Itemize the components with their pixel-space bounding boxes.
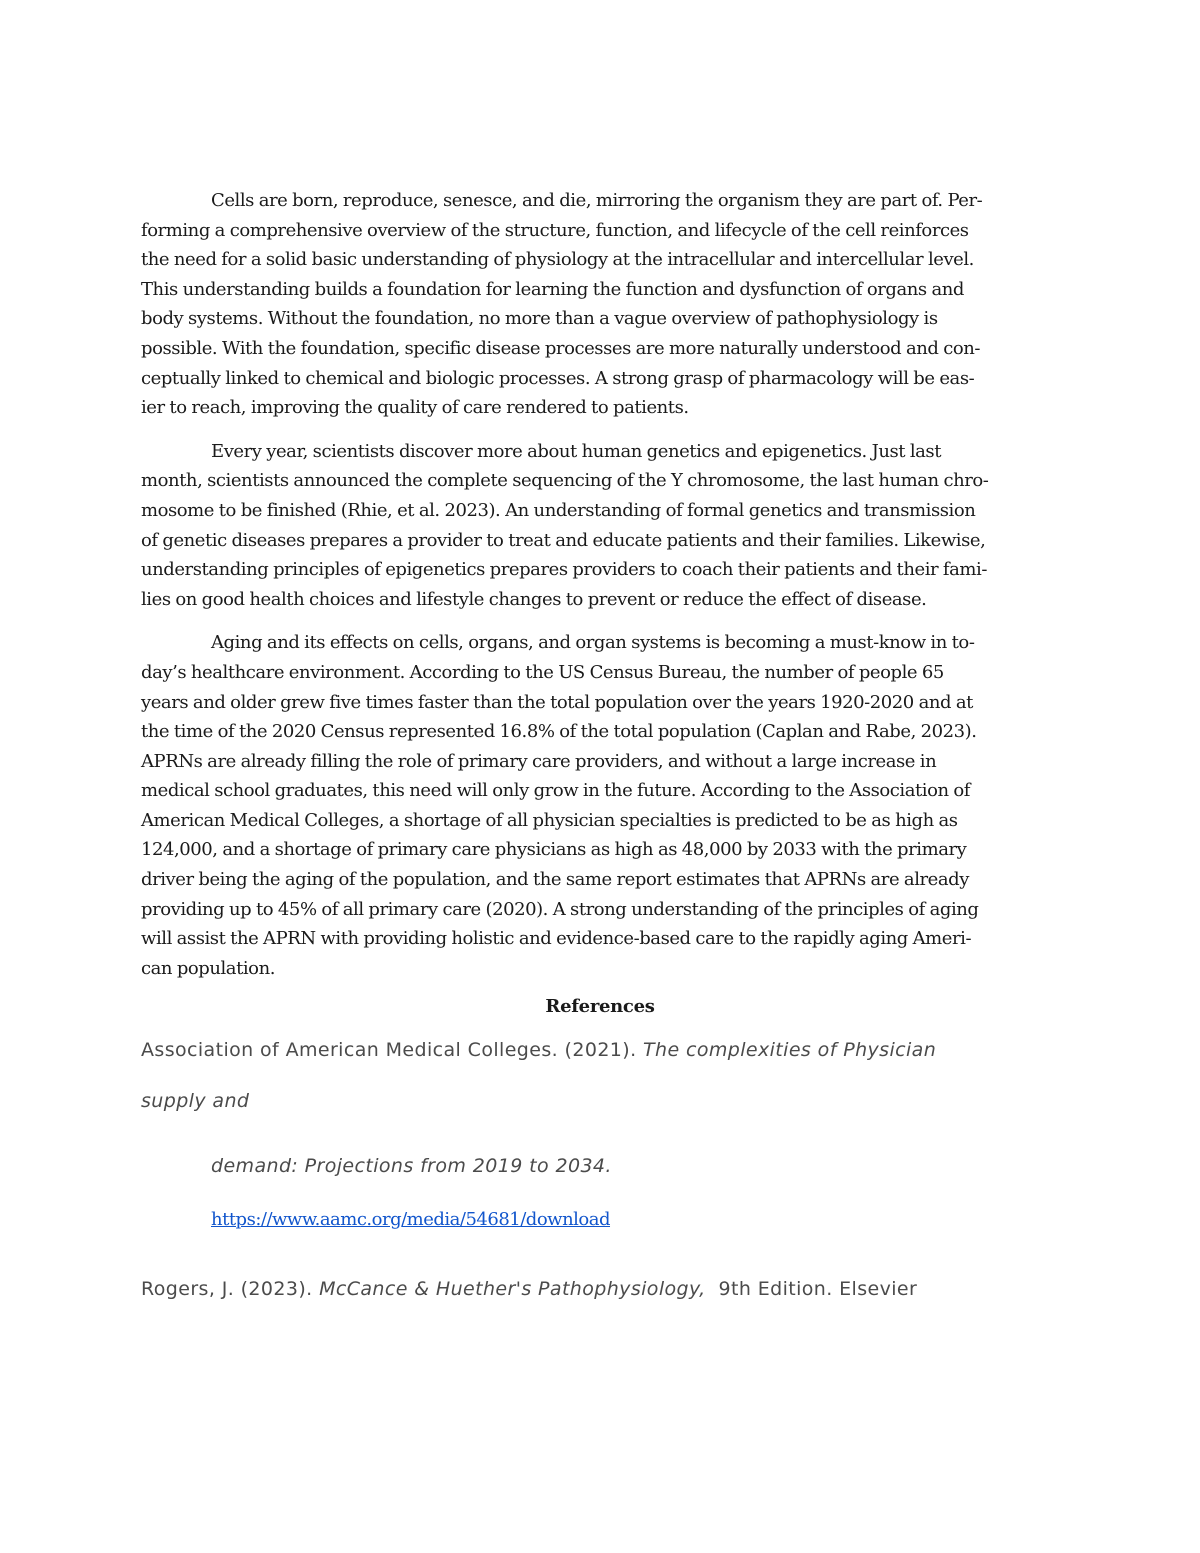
text-line: This understanding builds a foundation for learning the function and dysfunction of organs and: [141, 278, 964, 300]
text-line: can population.: [141, 957, 275, 979]
text-line: Every year, scientists discover more about human genetics and epigenetics. Just last: [211, 440, 942, 462]
text-line: providing up to 45% of all primary care (2020). A strong understanding of the principles of aging: [141, 898, 979, 920]
text-line: day’s healthcare environment. According to the US Census Bureau, the number of people 65: [141, 661, 944, 683]
reference-title: The complexities of Physician: [643, 1039, 937, 1061]
text-line: of genetic diseases prepares a provider to treat and educate patients and their families. Likewise,: [141, 529, 986, 551]
paragraph-aging: [141, 628, 1054, 983]
paragraph-cell-lifecycle: [141, 186, 1054, 423]
reference-author-year: Association of American Medical Colleges. (2021).: [141, 1039, 643, 1061]
references-heading: References: [545, 996, 655, 1017]
text-line: the time of the 2020 Census represented 16.8% of the total population (Caplan and Rabe, 2023).: [141, 721, 977, 743]
text-line: possible. With the foundation, specific disease processes are more naturally understood and con-: [141, 337, 981, 359]
text-line: years and older grew five times faster than the total population over the years 1920-2020 and at: [141, 691, 973, 713]
essay-body: [141, 186, 1054, 997]
text-line: APRNs are already filling the role of primary care providers, and without a large increase in: [141, 750, 937, 772]
reference-title: McCance & Huether's Pathophysiology,: [319, 1278, 706, 1300]
text-line: mosome to be finished (Rhie, et al. 2023). An understanding of formal genetics and transmission: [141, 499, 976, 521]
text-line: Aging and its effects on cells, organs, and organ systems is becoming a must-know in to-: [211, 632, 975, 654]
text-line: understanding principles of epigenetics prepares providers to coach their patients and their fami-: [141, 559, 987, 581]
reference-edition: 9th Edition. Elsevier: [705, 1278, 918, 1300]
text-line: ier to reach, improving the quality of care rendered to patients.: [141, 397, 689, 419]
text-line: American Medical Colleges, a shortage of all physician specialties is predicted to be as high as: [141, 809, 958, 831]
text-line: will assist the APRN with providing holistic and evidence-based care to the rapidly aging Ameri-: [141, 928, 972, 950]
reference-aamc-link[interactable]: https://www.aamc.org/media/54681/download: [211, 1209, 611, 1230]
text-line: the need for a solid basic understanding of physiology at the intracellular and intercellular level.: [141, 249, 974, 271]
reference-aamc-line3: [211, 1152, 612, 1180]
reference-rogers: [141, 1275, 917, 1303]
reference-aamc-line2: [141, 1087, 249, 1115]
text-line: ceptually linked to chemical and biologic processes. A strong grasp of pharmacology will be eas-: [141, 367, 975, 389]
text-line: body systems. Without the foundation, no more than a vague overview of pathophysiology is: [141, 308, 938, 330]
text-line: lies on good health choices and lifestyle changes to prevent or reduce the effect of disease.: [141, 588, 927, 610]
paragraph-genetics: [141, 437, 1054, 615]
text-line: month, scientists announced the complete sequencing of the Y chromosome, the last human chro-: [141, 470, 989, 492]
text-line: medical school graduates, this need will only grow in the future. According to the Association of: [141, 780, 971, 802]
text-line: 124,000, and a shortage of primary care physicians as high as 48,000 by 2033 with the primary: [141, 839, 967, 861]
reference-author-year: Rogers, J. (2023).: [141, 1278, 320, 1300]
text-line: forming a comprehensive overview of the structure, function, and lifecycle of the cell reinforces: [141, 219, 969, 241]
reference-aamc-line1: [141, 1036, 936, 1064]
reference-title: supply and: [141, 1090, 250, 1112]
text-line: Cells are born, reproduce, senesce, and die, mirroring the organism they are part of. Per-: [211, 190, 983, 211]
text-line: driver being the aging of the population, and the same report estimates that APRNs are already: [141, 869, 969, 891]
reference-title: demand: Projections from 2019 to 2034.: [211, 1155, 612, 1177]
